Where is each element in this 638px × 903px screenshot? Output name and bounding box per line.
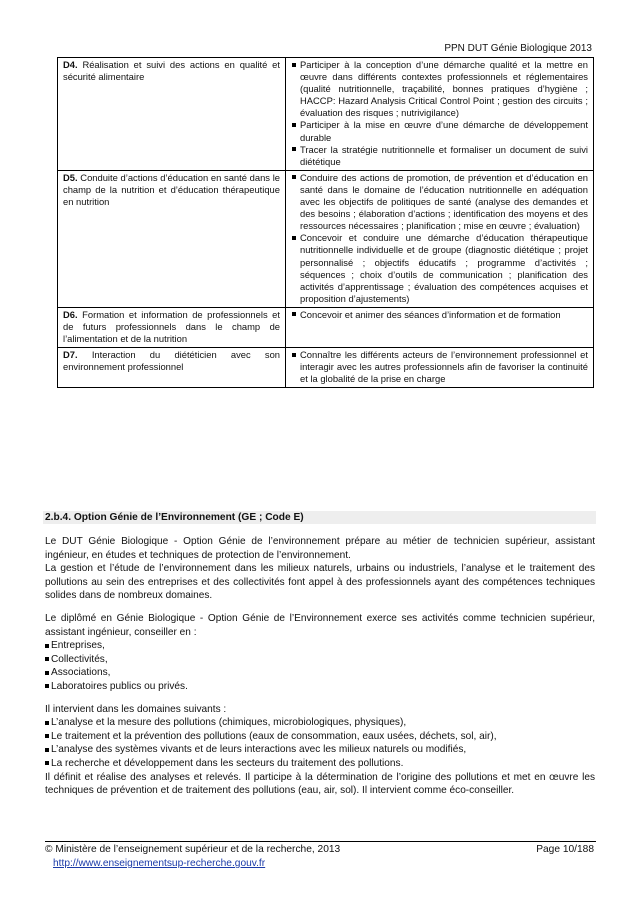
activities-cell	[286, 58, 594, 171]
competence-code: D7.	[63, 349, 78, 361]
list-item: Laboratoires publics ou privés.	[45, 680, 595, 694]
paragraph: Le DUT Génie Biologique - Option Génie de l’environnement prépare au métier de technicien supérieur, assistant ingénieur, en études et techniques de protection de l’environnement.	[45, 536, 595, 561]
paragraph: Le diplômé en Génie Biologique - Option Génie de l’Environnement exerce ses activités comme technicien supérieur, assistant ingénieur, conseiller en :	[45, 612, 595, 638]
activities-cell	[286, 170, 594, 307]
footer-copyright: © Ministère de l’enseignement supérieur et de la recherche, 2013	[45, 844, 341, 855]
activities-cell	[286, 307, 594, 347]
employer-list	[45, 639, 595, 693]
table-row	[58, 58, 594, 171]
list-item: L’analyse des systèmes vivants et de leurs interactions avec les milieux naturels ou modifiés,	[45, 743, 595, 757]
paragraph: Il intervient dans les domaines suivants :	[45, 703, 227, 715]
competence-code: D4.	[63, 59, 78, 70]
list-item: Associations,	[45, 666, 595, 680]
list-item: Participer à la conception d’une démarche qualité et la mettre en œuvre dans différents contextes professionnels et réglementaires (qualité nutritionnelle, traçabilité, bonnes pratiques d’hygiène ; HACCP: Hazard Analysis Critical Control Point ; gestion des circuits ; évaluation des risques ; nutrivigilance)	[291, 59, 588, 119]
competence-cell	[58, 348, 286, 388]
competence-cell	[58, 58, 286, 171]
competence-title: Conduite d’actions d’éducation en santé dans le champ de la nutrition et d’éducation thérapeutique en nutrition	[63, 171, 280, 208]
domain-list	[45, 716, 595, 770]
list-item: Collectivités,	[45, 653, 595, 667]
list-item: Le traitement et la prévention des pollutions (eaux de consommation, eaux usées, déchets, sol, air),	[45, 730, 595, 744]
list-item: Participer à la mise en œuvre d’une démarche de développement durable	[291, 119, 588, 143]
list-item: L’analyse et la mesure des pollutions (chimiques, microbiologiques, physiques),	[45, 716, 595, 730]
paragraph: Il définit et réalise des analyses et relevés. Il participe à la détermination de l’origine des pollutions et met en œuvre les techniques de prévention et de traitement des pollutions (eau, air, sol). Il intervient comme éco-conseiller.	[45, 771, 595, 797]
footer-link[interactable]: http://www.enseignementsup-recherche.gouv.fr	[53, 858, 266, 869]
competence-cell	[58, 170, 286, 307]
competence-title: Interaction du diététicien avec son environnement professionnel	[63, 349, 280, 373]
competence-cell	[58, 307, 286, 347]
competences-table	[57, 57, 594, 388]
table-row	[58, 348, 594, 388]
list-item: Entreprises,	[45, 639, 595, 653]
competence-title: Réalisation et suivi des actions en qualité et sécurité alimentaire	[63, 59, 280, 83]
list-item: Connaître les différents acteurs de l’environnement professionnel et interagir avec les autres professionnels afin de favoriser la continuité et la globalité de la prise en charge	[291, 349, 588, 385]
paragraph: La gestion et l’étude de l’environnement dans les milieux naturels, urbains ou industriels, l’analyse et le traitement des pollutions au sein des entreprises et des collectivités font appel à des professionnels ayant des compétences techniques solides dans de nombreux domaines.	[45, 563, 595, 602]
competence-title: Formation et information de professionnels et de futurs professionnels dans le champ de l’alimentation et de la nutrition	[63, 308, 281, 345]
list-item: Tracer la stratégie nutritionnelle et formaliser un document de suivi diététique	[291, 144, 588, 168]
page-header: PPN DUT Génie Biologique 2013	[444, 43, 592, 54]
section-body	[45, 535, 595, 798]
activities-cell	[286, 348, 594, 388]
list-item: Concevoir et conduire une démarche d’éducation thérapeutique nutritionnelle individuelle et de groupe (diagnostic diététique ; projet personnalisé ; objectifs éducatifs ; programme d’activités ; séquences ; choix d’outils de communication ; planification des activités d’apprentissage ; évaluation des compétences acquises et proposition d’ajustements)	[291, 232, 588, 305]
section-heading: 2.b.4. Option Génie de l’Environnement (GE ; Code E)	[43, 511, 596, 524]
table-row	[58, 307, 594, 347]
list-item: La recherche et développement dans les secteurs du traitement des pollutions.	[45, 757, 595, 771]
competence-code: D5.	[63, 171, 78, 183]
competence-code: D6.	[63, 308, 78, 320]
table-row	[58, 170, 594, 307]
footer-divider	[45, 841, 596, 842]
list-item: Concevoir et animer des séances d’information et de formation	[291, 309, 588, 321]
footer-page-number: Page 10/188	[536, 844, 594, 855]
list-item: Conduire des actions de promotion, de prévention et d’éducation en santé dans le domaine de l’éducation nutritionnelle en adéquation avec les objectifs de politiques de santé (analyse des demandes et des besoins ; élaboration d’actions ; identification des moyens et des ressources nécessaires ; planification ; mise en œuvre ; évaluation)	[291, 172, 588, 232]
